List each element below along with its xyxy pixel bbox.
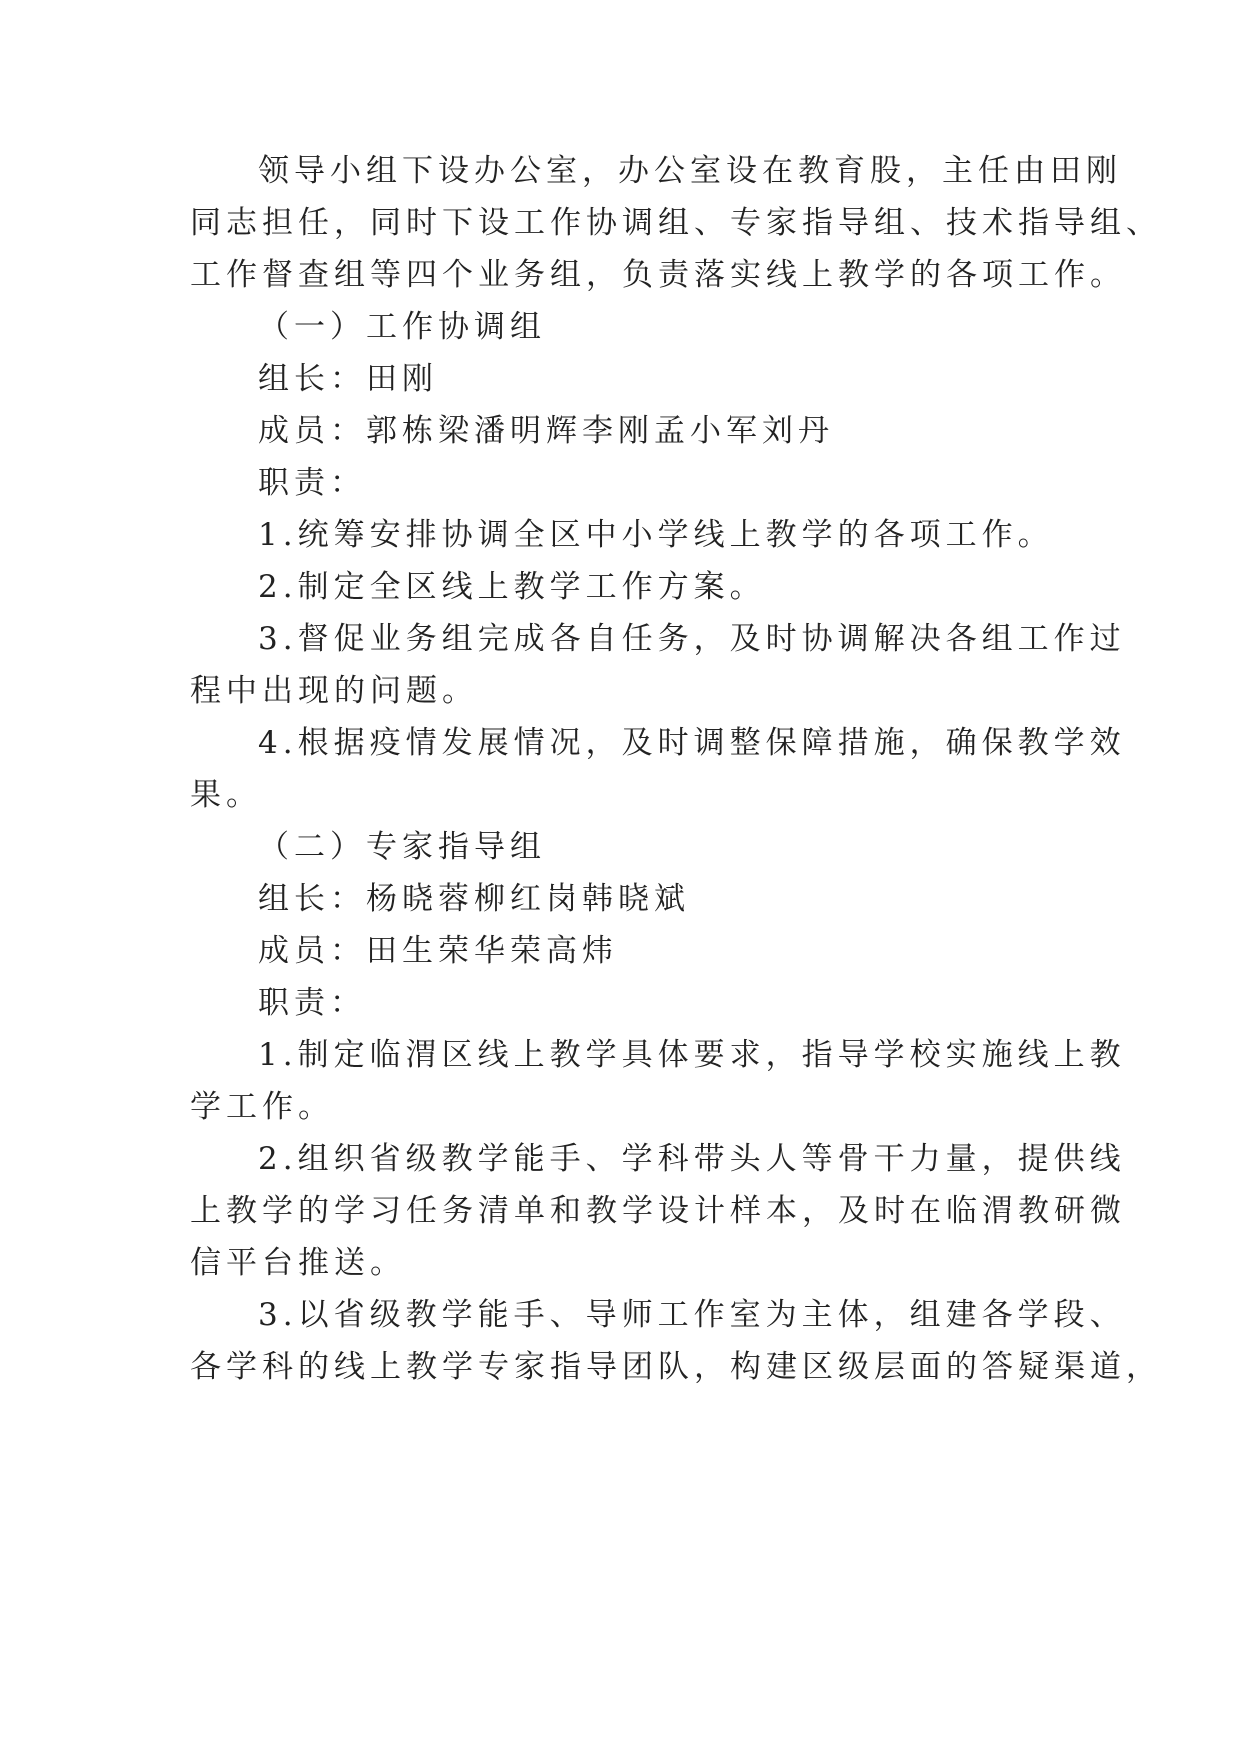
text-line: 成员：郭栋梁潘明辉李刚孟小军刘丹 [258, 413, 834, 449]
text-line: 1.统筹安排协调全区中小学线上教学的各项工作。 [258, 517, 1054, 553]
text-line: 职责： [258, 465, 366, 501]
text-line: 领导小组下设办公室，办公室设在教育股，主任由田刚 [258, 153, 1122, 189]
text-line: 2.组织省级教学能手、学科带头人等骨干力量，提供线 [258, 1141, 1126, 1177]
text-line: 上教学的学习任务清单和教学设计样本，及时在临渭教研微 [190, 1193, 1126, 1229]
text-line: 2.制定全区线上教学工作方案。 [258, 569, 766, 605]
text-line: 组长：田刚 [258, 361, 438, 397]
text-line: 同志担任，同时下设工作协调组、专家指导组、技术指导组、 [190, 205, 1162, 241]
text-line: 成员：田生荣华荣高炜 [258, 933, 618, 969]
text-line: 工作督查组等四个业务组，负责落实线上教学的各项工作。 [190, 257, 1126, 293]
section-heading: （二）专家指导组 [258, 829, 546, 865]
text-line: 信平台推送。 [190, 1245, 406, 1281]
text-line: 果。 [190, 777, 262, 813]
text-line: 组长：杨晓蓉柳红岗韩晓斌 [258, 881, 690, 917]
text-line: 3.督促业务组完成各自任务，及时协调解决各组工作过 [258, 621, 1126, 657]
text-line: 学工作。 [190, 1089, 334, 1125]
text-line: 4.根据疫情发展情况，及时调整保障措施，确保教学效 [258, 725, 1126, 761]
text-line: 职责： [258, 985, 366, 1021]
text-line: 3.以省级教学能手、导师工作室为主体，组建各学段、 [258, 1297, 1126, 1333]
text-line: 1.制定临渭区线上教学具体要求，指导学校实施线上教 [258, 1037, 1126, 1073]
text-line: 各学科的线上教学专家指导团队，构建区级层面的答疑渠道， [190, 1349, 1162, 1385]
section-heading: （一）工作协调组 [258, 309, 546, 345]
text-line: 程中出现的问题。 [190, 673, 478, 709]
